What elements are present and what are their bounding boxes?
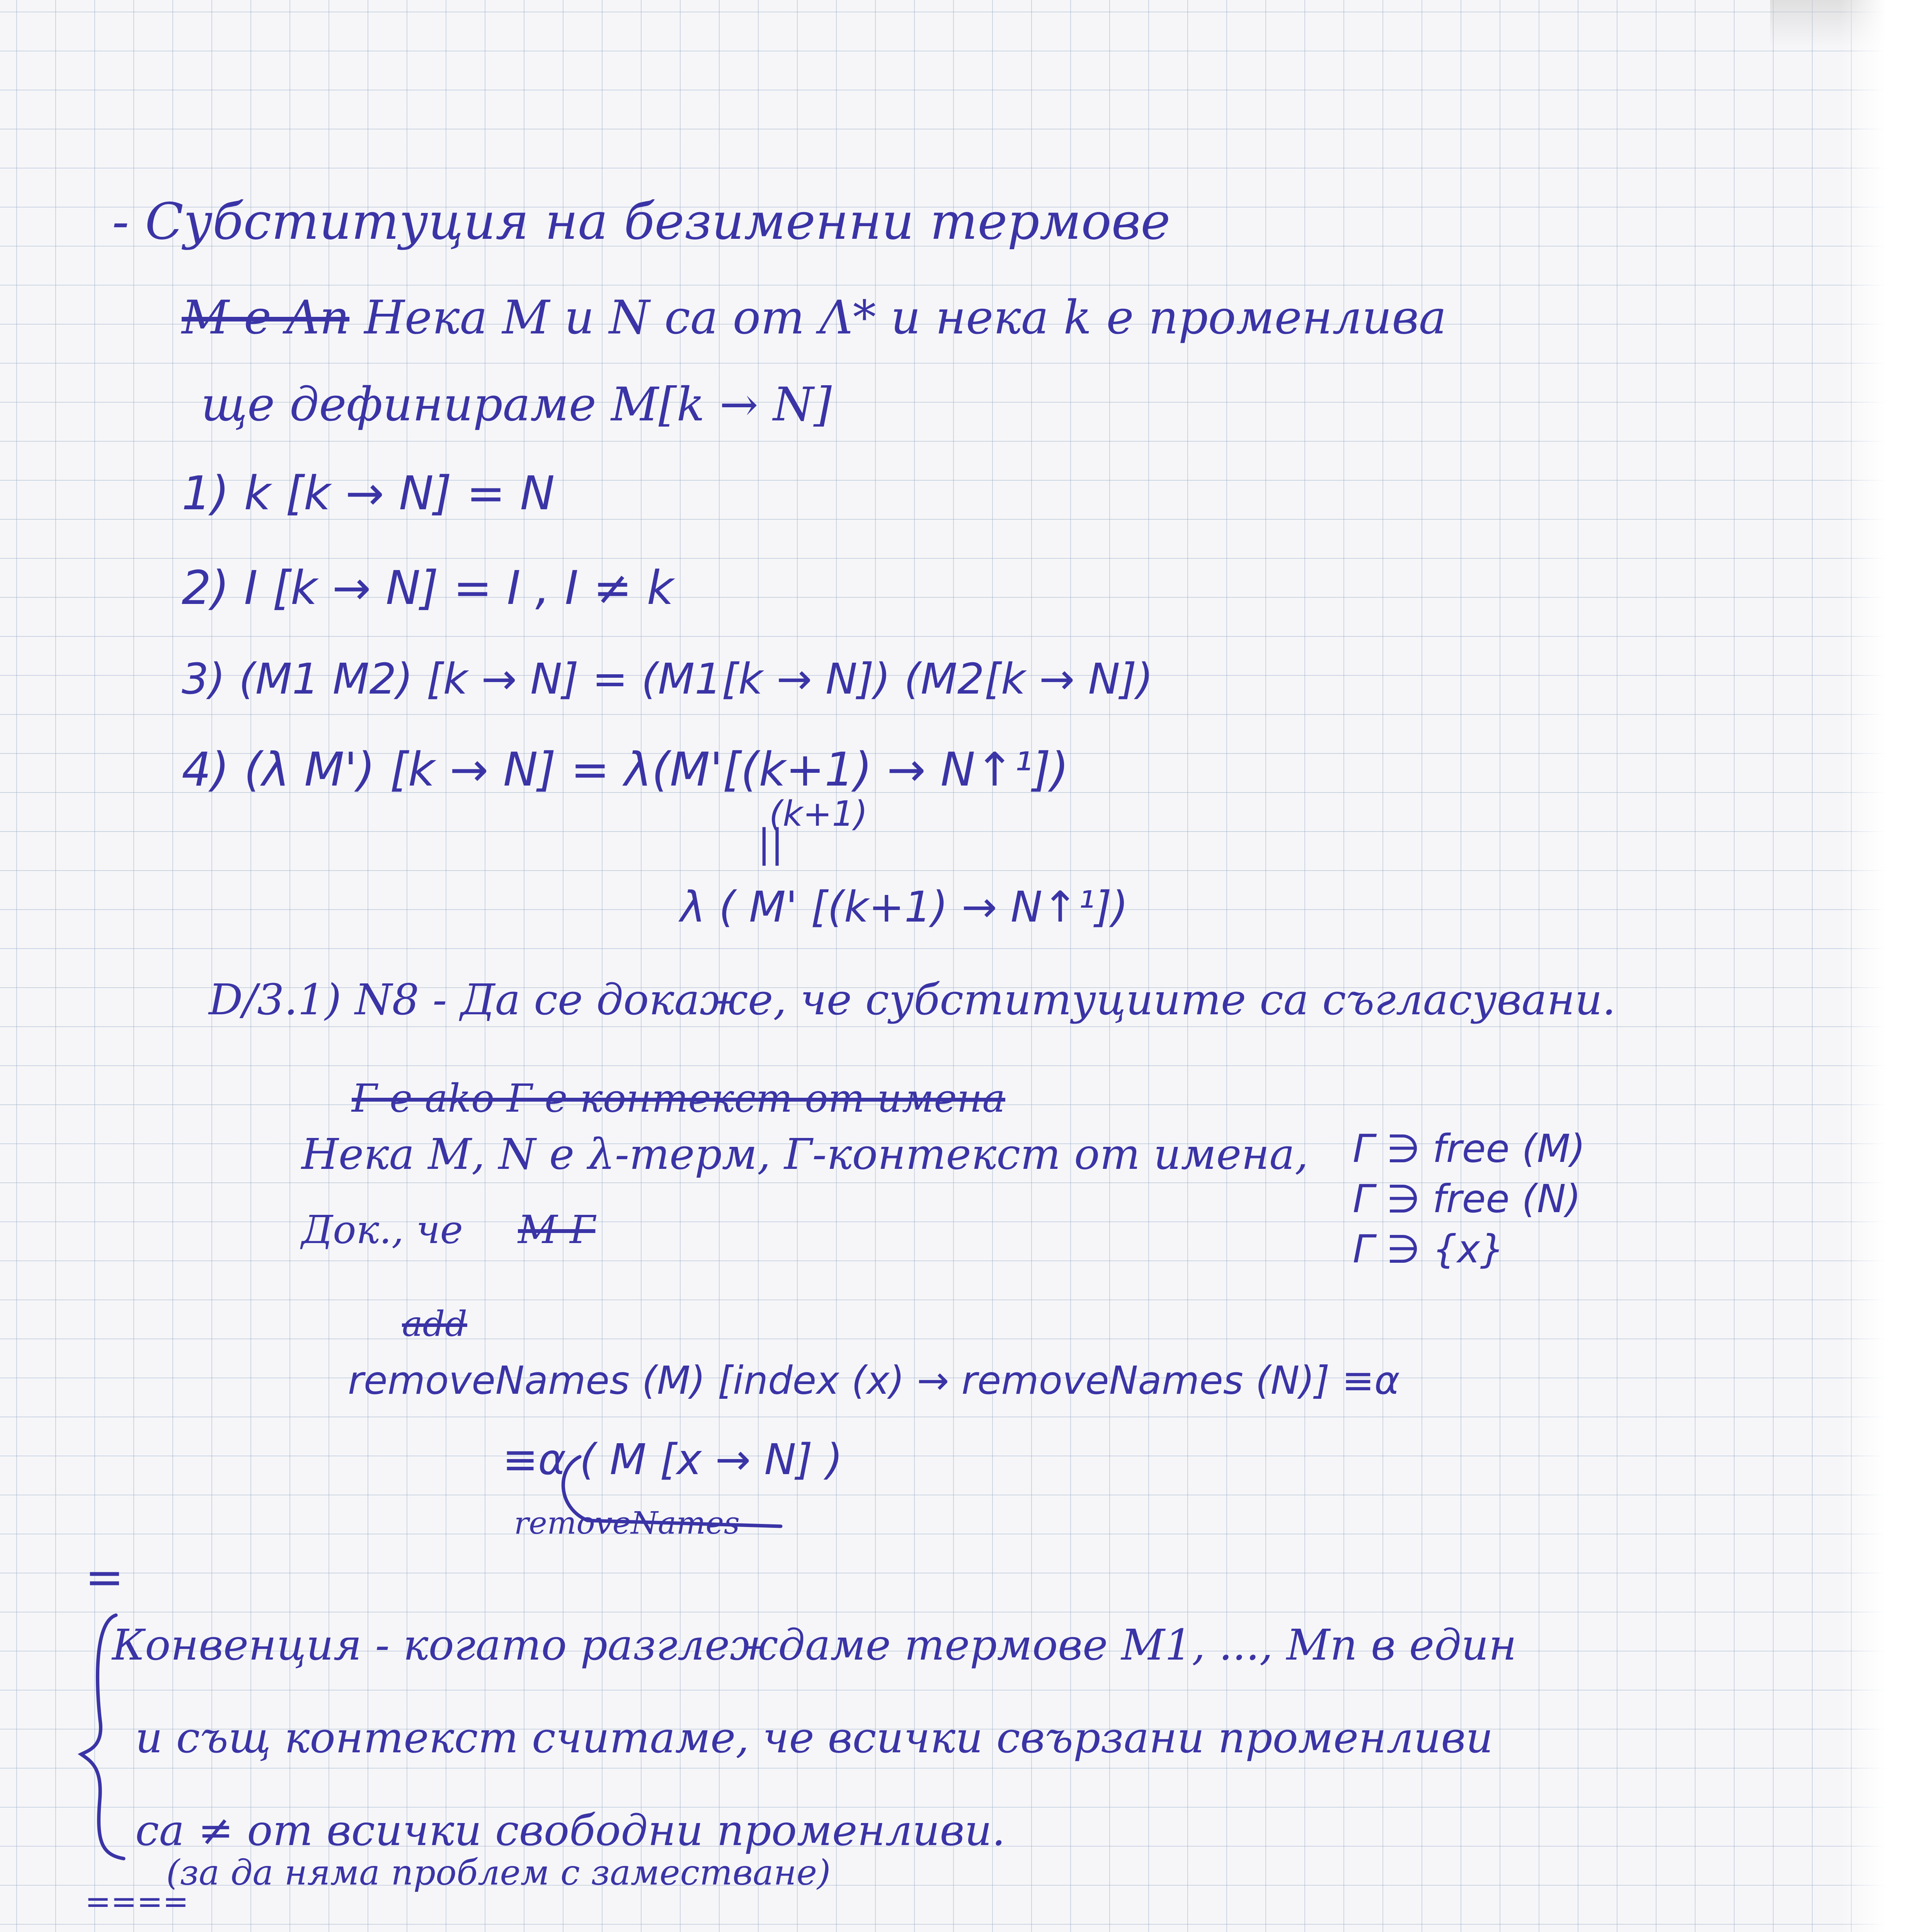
condition-1: Г ∋ free (M) xyxy=(1353,1126,1585,1171)
rule-4: 4) (λ M') [k → N] = λ(M'[(k+1) → N↑¹]) xyxy=(182,743,1069,797)
condition-2: Г ∋ free (N) xyxy=(1353,1176,1581,1221)
substitution-intro-2: ще дефинираме M[k → N] xyxy=(201,378,832,432)
exercise-let: Нека M, N е λ-терм, Г-контекст от имена, xyxy=(301,1129,1308,1179)
rule-4-equals: || xyxy=(758,821,784,866)
rule-4-sub: (k+1) xyxy=(769,794,868,834)
convention-line-1: Конвенция - когато разглеждаме термове M1, ..., Mn в един xyxy=(112,1620,1517,1670)
rule-3: 3) (M1 M2) [k → N] = (M1[k → N]) (M2[k → N]) xyxy=(182,654,1153,704)
convention-brace xyxy=(81,1615,124,1859)
rule-2: 2) I [k → N] = I , I ≠ k xyxy=(182,561,674,615)
convention-mark: = xyxy=(85,1551,124,1604)
convention-line-2: и същ контекст считаме, че всички свързани променливи xyxy=(135,1713,1493,1762)
convention-note: (за да нямa проблем с заместване) xyxy=(166,1852,831,1893)
rule-1: 1) k [k → N] = N xyxy=(182,467,555,520)
exercise-formula-2: ≡α ( M [x → N] ) xyxy=(502,1435,843,1484)
convention-end-mark: ==== xyxy=(85,1884,189,1920)
exercise-prove-strike: M Г xyxy=(518,1207,596,1252)
substitution-title: - Субституция на безименни термове xyxy=(112,192,1171,251)
exercise-ref: D/3.1) N8 - Да се докаже, че субституциите са съгласувани. xyxy=(209,975,1616,1024)
removenames-bracket xyxy=(563,1457,781,1526)
intro-strike: M e Λn xyxy=(182,291,350,345)
rule-4-line-2: λ ( M' [(k+1) → N↑¹]) xyxy=(680,882,1129,932)
convention-line-3: са ≠ от всички свободни променливи. xyxy=(135,1806,1006,1855)
exercise-formula-1: removeNames (M) [index (x) → removeNames (N)] ≡α xyxy=(348,1358,1400,1403)
condition-3: Г ∋ {x} xyxy=(1353,1226,1505,1272)
exercise-formula-2-under: removeNames xyxy=(514,1505,740,1541)
exercise-add-strike: add xyxy=(402,1304,467,1344)
exercise-prove: Док., че xyxy=(301,1207,463,1252)
exercise-strike-line: Г e ako Г е контекст от имена xyxy=(352,1076,1006,1121)
intro-text: Нека M и N са от Λ* и нека k е променлива xyxy=(364,291,1447,345)
